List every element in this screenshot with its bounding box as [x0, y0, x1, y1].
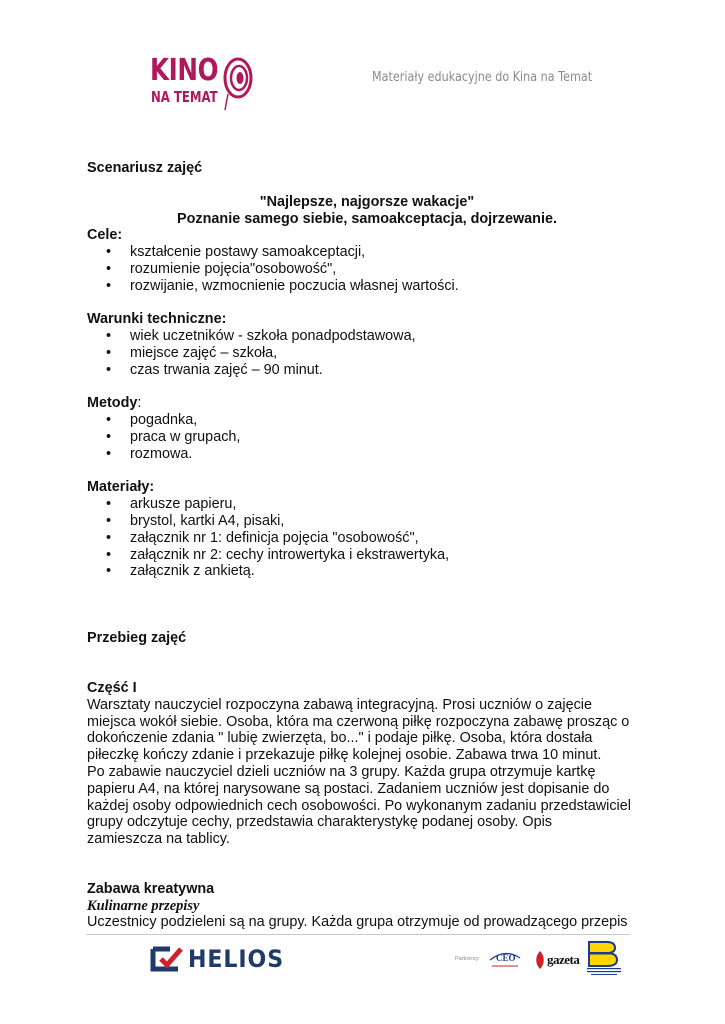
- metody-heading-row: [87, 395, 647, 412]
- list-item: • załącznik nr 1: definicja pojęcia "osobowość",: [87, 530, 647, 547]
- gazeta-text: gazeta: [547, 952, 580, 967]
- list-item: • brystol, kartki A4, pisaki,: [87, 513, 647, 530]
- footer-divider: [86, 934, 631, 935]
- list-item: • miejsce zajęć – szkoła,: [87, 345, 647, 362]
- cele-list: [87, 244, 647, 294]
- metody-list: [87, 412, 647, 462]
- metody-heading: Metody: [87, 395, 138, 412]
- paragraph-line: piłeczkę kończy zdanie i przekazuje piłkę kolejnej osobie. Zabawa trwa 10 minut.: [87, 747, 602, 764]
- zabawa-subheading: Kulinarne przepisy: [87, 897, 200, 914]
- partners-label: Partnerzy:: [455, 956, 481, 962]
- paragraph-line: każdej osoby odpowiednich cech osobowości. Po wykonanym zadaniu przedstawiciel: [87, 797, 631, 814]
- helios-text: HELIOS: [188, 945, 285, 973]
- logo-ring-icon: [222, 56, 256, 112]
- czesc1-paragraph: [87, 697, 647, 848]
- zabawa-line: Uczestnicy podzieleni są na grupy. Każda grupa otrzymuje od prowadzącego przepis: [87, 914, 628, 931]
- metody-colon: :: [137, 395, 142, 412]
- paragraph-line: papieru A4, na której narysowane są postaci. Zadaniem uczniów jest dopisanie do: [87, 780, 610, 797]
- topic-line-2: Poznanie samego siebie, samoakceptacja, dojrzewanie.: [177, 210, 557, 227]
- list-item: • wiek uczetników - szkoła ponadpodstawowa,: [87, 328, 647, 345]
- gazeta-mark-icon: [533, 950, 547, 970]
- kino-na-temat-logo: [150, 53, 260, 114]
- zabawa-heading: Zabawa kreatywna: [87, 880, 215, 897]
- paragraph-line: dokończenie zdania " lubię zwierzęta, bo..." i podaje piłkę. Osoba, która dostała: [87, 730, 593, 747]
- document-body: [87, 160, 647, 931]
- czesc1-heading: Część I: [87, 679, 137, 696]
- topic-line-1: "Najlepsze, najgorsze wakacje": [259, 193, 475, 210]
- warunki-heading: Warunki techniczne:: [87, 311, 227, 328]
- list-item: • rozwijanie, wzmocnienie poczucia własnej wartości.: [87, 278, 647, 295]
- ceo-logo: [488, 950, 522, 970]
- header-tagline: Materiały edukacyjne do Kina na Temat: [372, 70, 593, 85]
- przebieg-heading: Przebieg zajęć: [87, 630, 187, 647]
- logo-natemat-text: NA TEMAT: [151, 88, 218, 106]
- list-item: • praca w grupach,: [87, 429, 647, 446]
- doc-title: Scenariusz zajęć: [87, 160, 203, 176]
- materialy-list: [87, 496, 647, 580]
- warunki-list: [87, 328, 647, 378]
- paragraph-line: grupy odczytuje cechy, przedstawia charakterystykę podanej osoby. Opis: [87, 814, 552, 831]
- list-item: • kształcenie postawy samoakceptacji,: [87, 244, 647, 261]
- list-item: • załącznik nr 2: cechy introwertyka i ekstrawertyka,: [87, 547, 647, 564]
- list-item: • rozumienie pojęcia"osobowość",: [87, 261, 647, 278]
- list-item: • czas trwania zajęć – 90 minut.: [87, 362, 647, 379]
- paragraph-line: Warsztaty nauczyciel rozpoczyna zabawą integracyjną. Prosi uczniów o zajęcie: [87, 696, 592, 713]
- paragraph-line: miejsca wokół siebie. Osoba, która ma czerwoną piłkę rozpoczyna zabawę prosząc o: [87, 713, 630, 730]
- ceo-text: CEO: [496, 953, 516, 963]
- library-mark-icon: [585, 940, 625, 976]
- helios-mark-icon: [150, 945, 184, 973]
- list-item: • załącznik z ankietą.: [87, 563, 647, 580]
- list-item: • pogadnka,: [87, 412, 647, 429]
- materialy-heading: Materiały:: [87, 479, 155, 496]
- logo-kino-text: KINO: [150, 53, 219, 88]
- list-item: • arkusze papieru,: [87, 496, 647, 513]
- cele-heading: Cele:: [87, 227, 123, 244]
- paragraph-line: Po zabawie nauczyciel dzieli uczniów na 3 grupy. Każda grupa otrzymuje kartkę: [87, 763, 596, 780]
- library-logo: [585, 940, 625, 976]
- paragraph-line: zamieszcza na tablicy.: [87, 831, 230, 848]
- list-item: • rozmowa.: [87, 446, 647, 463]
